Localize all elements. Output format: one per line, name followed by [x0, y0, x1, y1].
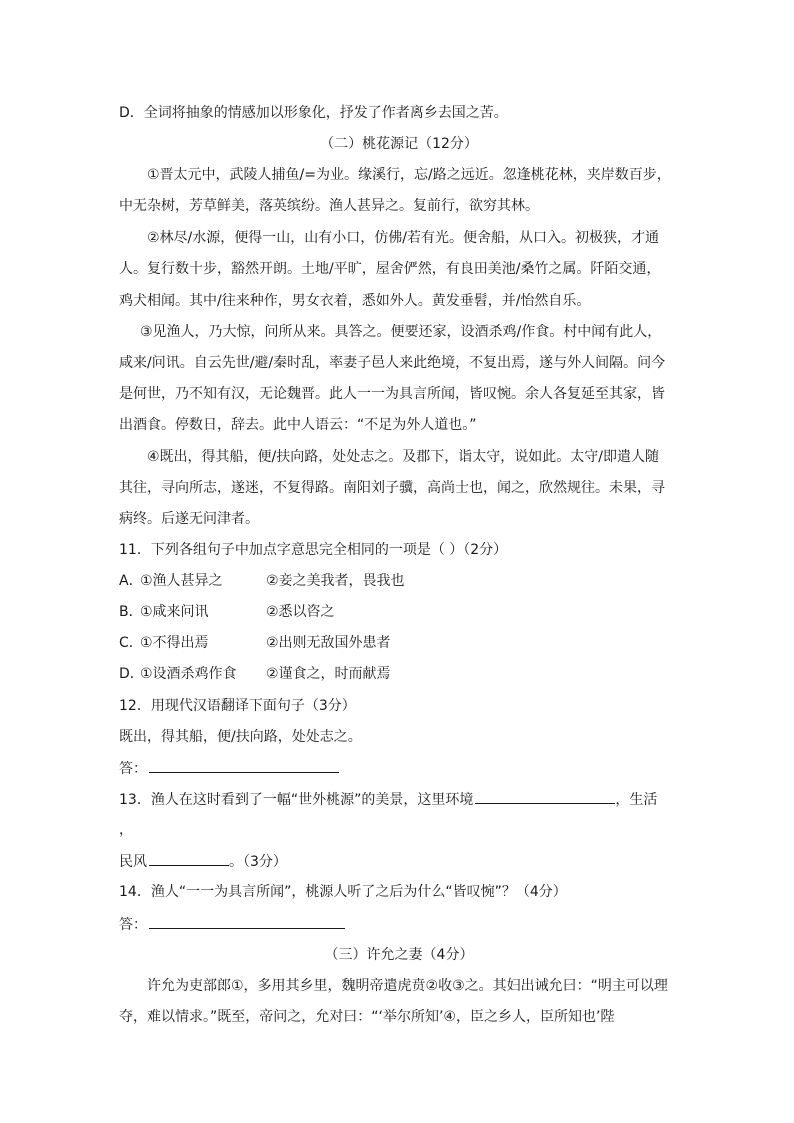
- question-13: [119, 789, 679, 810]
- answer-label: 答：: [119, 761, 147, 777]
- paragraph-1-line-2: 中无杂树，芳草鲜美，落英缤纷。渔人甚异之。复前行，欲穷其林。: [119, 198, 539, 214]
- question-13-comma: ，: [119, 822, 133, 838]
- paragraph-2-line-3: 鸡犬相闻。其中/往来种作，男女衣着，悉如外人。黄发垂髫，并/怡然自乐。: [119, 293, 591, 309]
- question-13-points: 。（3分）: [229, 854, 287, 870]
- option-d-first: ①设酒杀鸡作食: [140, 666, 237, 682]
- paragraph-4-line-2: 其往，寻向所志，遂迷，不复得路。南阳刘子骥，高尚士也，闻之，欣然规往。未果，寻: [119, 480, 665, 496]
- folk-custom-label: 民风: [119, 854, 147, 870]
- option-a-letter: A．: [119, 573, 143, 589]
- folk-custom-blank[interactable]: [149, 851, 229, 866]
- question-14: 14．渔人“一一为具言所闻”，桃源人听了之后为什么“皆叹惋”？（4分）: [119, 884, 567, 900]
- question-12-answer: [119, 758, 679, 779]
- paragraph-4-line-3: 病终。后遂无问津者。: [119, 511, 259, 527]
- paragraph-2-line-1: ②林尽/水源，便得一山，山有小口，仿佛/若有光。便舍船，从口入。初极狭，才通: [147, 230, 659, 246]
- option-c-letter: C．: [119, 635, 143, 651]
- paragraph-3-line-4: 出酒食。停数日，辞去。此中人语云：“不足为外人道也。”: [119, 417, 477, 433]
- option-a-second: ②妾之美我者，畏我也: [266, 573, 405, 589]
- answer-blank[interactable]: [149, 914, 345, 929]
- paragraph-3-line-3: 是何世，乃不知有汉，无论魏晋。此人一一为具言所闻，皆叹惋。余人各复延至其家，皆: [119, 386, 665, 402]
- paragraph-3-line-2: 咸来/问讯。自云先世/避/秦时乱，率妻子邑人来此绝境，不复出焉，遂与外人间隔。问今: [119, 355, 666, 371]
- question-14-answer: [119, 914, 679, 935]
- option-b-first: ①咸来问讯: [140, 604, 209, 620]
- option-b-second: ②悉以咨之: [266, 604, 335, 620]
- paragraph-3-line-1: ③见渔人，乃大惊，问所从来。具答之。便要还家，设酒杀鸡/作食。村中闻有此人，: [140, 324, 662, 340]
- paragraph-5-line-1: 许允为吏部郎①，多用其乡里，魏明帝遣虎贲②收③之。其妇出诫允曰：“明主可以理: [147, 978, 668, 994]
- answer-label: 答：: [119, 917, 147, 933]
- question-11: 11．下列各组句子中加点字意思完全相同的一项是（ ）（2分）: [119, 542, 508, 558]
- paragraph-4-line-1: ④既出，得其船，便/扶向路，处处志之。及郡下，诣太守，说如此。太守/即遣人随: [147, 449, 659, 465]
- section-title-2: （二）桃花源记（12分）: [320, 136, 478, 152]
- option-a-first: ①渔人甚异之: [140, 573, 223, 589]
- question-12-sentence: 既出，得其船，便/扶向路，处处志之。: [119, 729, 362, 745]
- question-12: 12．用现代汉语翻译下面句子（3分）: [119, 698, 356, 714]
- question-13-line-3: [119, 851, 679, 872]
- question-13-tail: ，生活: [615, 792, 658, 808]
- option-d-text: D．全词将抽象的情感加以形象化，抒发了作者离乡去国之苦。: [119, 105, 508, 121]
- environment-blank[interactable]: [475, 789, 615, 804]
- question-13-text: 13．渔人在这时看到了一幅“世外桃源”的美景，这里环境: [119, 792, 474, 808]
- option-d-letter: D．: [119, 666, 144, 682]
- option-c-second: ②出则无敌国外患者: [266, 635, 391, 651]
- option-b-letter: B．: [119, 604, 143, 620]
- section-title-3: （三）许允之妻（4分）: [324, 947, 474, 963]
- paragraph-1-line-1: ①晋太元中，武陵人捕鱼/=为业。缘溪行，忘/路之远近。忽逢桃花林，夹岸数百步，: [147, 167, 671, 183]
- option-c-first: ①不得出焉: [140, 635, 209, 651]
- paragraph-2-line-2: 人。复行数十步，豁然开朗。土地/平旷，屋舍俨然，有良田美池/桑竹之属。阡陌交通，: [119, 261, 661, 277]
- paragraph-5-line-2: 夺，难以情求。”既至，帝问之，允对曰：“‘举尔所知’④，臣之乡人，臣所知也’陛: [119, 1009, 615, 1025]
- answer-blank[interactable]: [149, 758, 339, 773]
- option-d-second: ②谨食之，时而献焉: [266, 666, 391, 682]
